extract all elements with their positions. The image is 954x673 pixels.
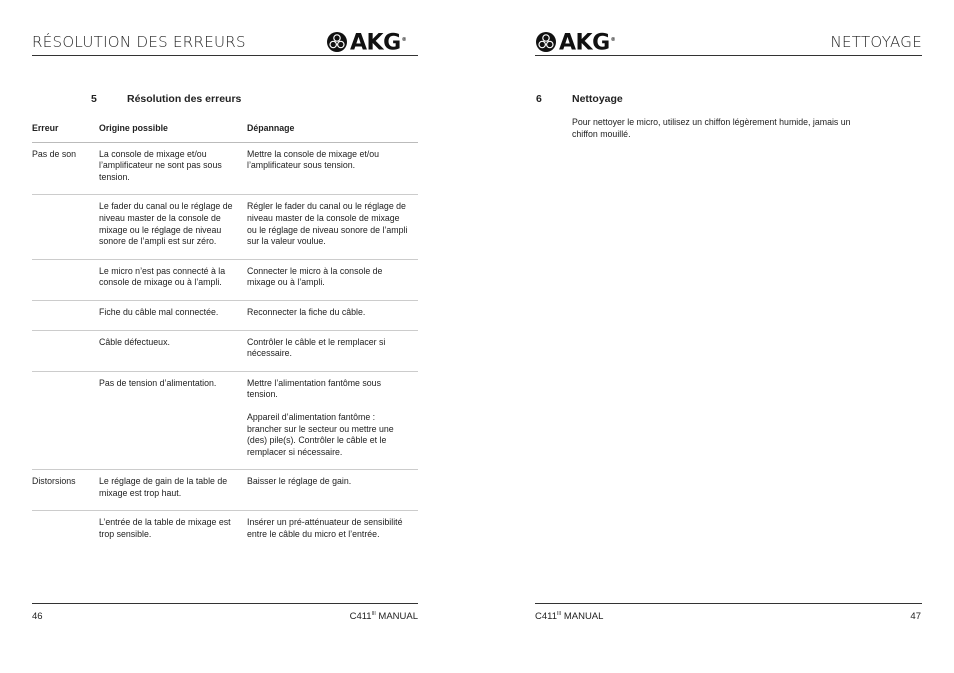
cause-cell: Fiche du câble mal connectée. bbox=[99, 300, 247, 330]
fix-text: Reconnecter la fiche du câble. bbox=[247, 306, 366, 317]
table-row bbox=[32, 330, 418, 371]
table-row bbox=[32, 470, 418, 511]
error-cell: Distorsions bbox=[32, 470, 99, 511]
akg-logo bbox=[326, 27, 406, 56]
fix-text: Insérer un pré-atténuateur de sensibilité entre le câble du micro et l’entrée. bbox=[247, 517, 403, 540]
fix-cell bbox=[247, 470, 418, 511]
page-header-title: NETTOYAGE bbox=[830, 33, 922, 51]
page-number: 46 bbox=[32, 611, 43, 622]
cause-cell: Pas de tension d’alimentation. bbox=[99, 371, 247, 470]
right-page bbox=[477, 0, 954, 673]
column-header-cause: Origine possible bbox=[99, 118, 247, 142]
fix-cell bbox=[247, 259, 418, 300]
fix-text: Appareil d’alimentation fantôme : brancher sur le secteur ou mettre une (des) pile(s). Contrôler le câble et le remplacer si nécessaire. bbox=[247, 411, 394, 457]
akg-emblem-icon bbox=[535, 31, 557, 53]
section-number: 5 bbox=[91, 93, 97, 105]
header-rule bbox=[535, 55, 922, 56]
logo-wordmark: AKG® bbox=[559, 30, 616, 56]
header-rule bbox=[32, 55, 418, 56]
table-row bbox=[32, 511, 418, 552]
footer-rule bbox=[535, 603, 922, 604]
fix-cell bbox=[247, 511, 418, 552]
cause-cell: La console de mixage et/ou l’amplificateur ne sont pas sous tension. bbox=[99, 142, 247, 195]
fix-cell bbox=[247, 300, 418, 330]
fix-text: Connecter le micro à la console de mixage ou à l’ampli. bbox=[247, 265, 383, 288]
manual-title: $C411^{III}$ MANUAL bbox=[349, 611, 418, 623]
footer-rule bbox=[32, 603, 418, 604]
troubleshooting-table bbox=[32, 118, 418, 552]
cause-cell: Le réglage de gain de la table de mixage est trop haut. bbox=[99, 470, 247, 511]
error-cell bbox=[32, 300, 99, 330]
error-cell bbox=[32, 371, 99, 470]
cause-cell: Câble défectueux. bbox=[99, 330, 247, 371]
table-header-row bbox=[32, 118, 418, 142]
cleaning-paragraph: Pour nettoyer le micro, utilisez un chiffon légèrement humide, jamais un chiffon mouillé. bbox=[572, 117, 851, 139]
fix-text: Mettre la console de mixage et/ou l’amplificateur sous tension. bbox=[247, 148, 380, 171]
error-cell bbox=[32, 195, 99, 259]
fix-cell bbox=[247, 195, 418, 259]
fix-text: Contrôler le câble et le remplacer si nécessaire. bbox=[247, 336, 386, 359]
fix-text: Mettre l’alimentation fantôme sous tension. bbox=[247, 377, 381, 400]
cause-cell: L’entrée de la table de mixage est trop sensible. bbox=[99, 517, 231, 540]
column-header-error: Erreur bbox=[32, 118, 99, 142]
akg-emblem-icon bbox=[326, 31, 348, 53]
table-row bbox=[32, 371, 418, 470]
section-title: Résolution des erreurs bbox=[127, 93, 242, 105]
error-cell bbox=[32, 330, 99, 371]
error-cell bbox=[32, 259, 99, 300]
cause-cell: Le micro n’est pas connecté à la console de mixage ou à l’ampli. bbox=[99, 259, 247, 300]
table-row bbox=[32, 195, 418, 259]
fix-text: Régler le fader du canal ou le réglage de niveau master de la console de mixage ou le réglage de niveau sonore de l’ampli sur la valeur voulue. bbox=[247, 201, 408, 247]
manual-title: $C411^{III}$ MANUAL bbox=[535, 611, 604, 623]
page-number: 47 bbox=[910, 611, 921, 622]
logo-wordmark: AKG® bbox=[350, 30, 407, 56]
cause-cell: Le fader du canal ou le réglage de niveau master de la console de mixage ou le réglage de niveau sonore de l’ampli est sur zéro. bbox=[99, 195, 247, 259]
error-cell: Pas de son bbox=[32, 142, 99, 195]
fix-cell bbox=[247, 371, 418, 470]
akg-logo bbox=[535, 27, 615, 56]
section-number: 6 bbox=[536, 93, 542, 105]
table-row bbox=[32, 142, 418, 195]
section-title: Nettoyage bbox=[572, 93, 623, 105]
table-row bbox=[32, 300, 418, 330]
fix-cell bbox=[247, 142, 418, 195]
column-header-fix: Dépannage bbox=[247, 118, 418, 142]
error-cell bbox=[32, 511, 99, 552]
table-row bbox=[32, 259, 418, 300]
fix-cell bbox=[247, 330, 418, 371]
fix-text: Baisser le réglage de gain. bbox=[247, 476, 352, 487]
page-header-title: RÉSOLUTION DES ERREURS bbox=[32, 33, 246, 51]
